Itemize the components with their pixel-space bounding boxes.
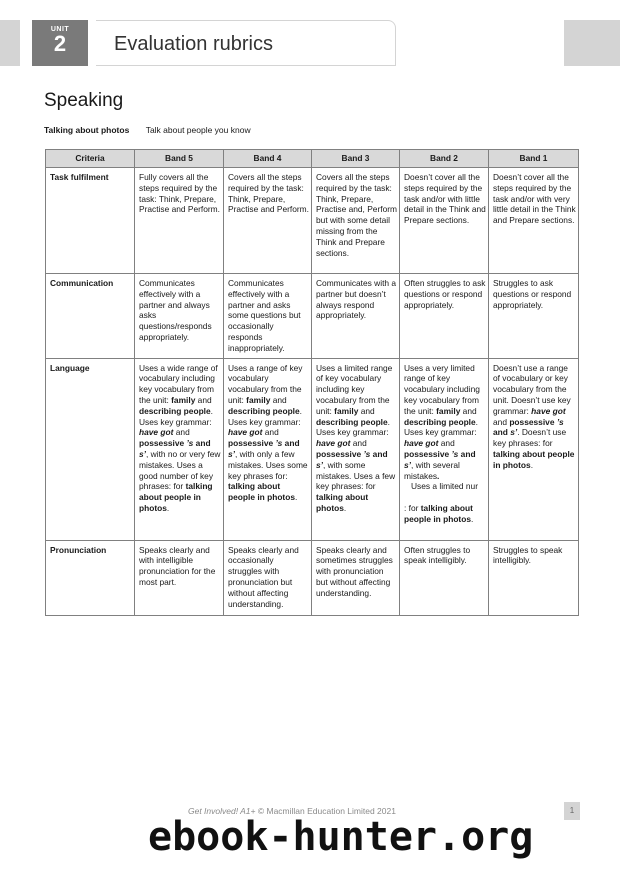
unit-badge <box>32 20 88 66</box>
band-cell: Speaks clearly and sometimes struggles with pronunciation but without affecting understanding. <box>312 540 400 615</box>
criteria-cell: Pronunciation <box>46 540 135 615</box>
criteria-cell: Language <box>46 358 135 540</box>
copyright-text: © Macmillan Education Limited 2021 <box>257 806 396 816</box>
column-header: Band 3 <box>312 150 400 168</box>
band-cell: Struggles to speak intelligibly. <box>489 540 579 615</box>
task-subtitle <box>44 125 251 135</box>
band-cell: Doesn’t cover all the steps required by the task and/or with little detail in the Think and Prepare sections. <box>400 168 489 274</box>
criteria-cell: Communication <box>46 274 135 359</box>
task-label: Talking about photos <box>44 125 130 135</box>
header-left-bar <box>0 20 20 66</box>
table-row <box>46 358 579 540</box>
column-header: Band 4 <box>224 150 312 168</box>
band-cell: Uses a limited range of key vocabulary including key vocabulary from the unit: family and describing people. Uses key grammar: have got and possessive ’s and s’, with some mistakes. Uses a few key phrases: for talking about photos. <box>312 358 400 540</box>
band-cell: Communicates effectively with a partner and asks some questions but occasionally responds inappropriately. <box>224 274 312 359</box>
page-number: 1 <box>564 802 580 820</box>
band-cell: Doesn’t cover all the steps required by the task and/or with very little detail in the Think and Prepare sections. <box>489 168 579 274</box>
band-cell: Covers all the steps required by the task: Think, Prepare, Practise and Perform. <box>224 168 312 274</box>
page-title: Evaluation rubrics <box>114 33 273 55</box>
band-cell: Speaks clearly and occasionally struggles with pronunciation but without affecting understanding. <box>224 540 312 615</box>
column-header: Band 5 <box>135 150 224 168</box>
band-cell: Often struggles to speak intelligibly. <box>400 540 489 615</box>
band-cell: Doesn’t use a range of vocabulary or key vocabulary from the unit. Doesn’t use key grammar: have got and possessive ’s and s’. Doesn’t use key phrases: for talking about people in photos. <box>489 358 579 540</box>
unit-label: UNIT <box>50 26 70 33</box>
table-header-row <box>46 150 579 168</box>
watermark-text: ebook-hunter.org <box>148 814 534 860</box>
section-title: Speaking <box>44 90 124 111</box>
header-right-bar <box>564 20 620 66</box>
column-header: Band 1 <box>489 150 579 168</box>
rubric-table <box>45 149 579 616</box>
table-row <box>46 168 579 274</box>
unit-number: 2 <box>53 31 67 56</box>
band-cell: Communicates effectively with a partner and always asks questions/responds appropriately. <box>135 274 224 359</box>
band-cell: Uses a range of key vocabulary vocabulary from the unit: family and describing people. Uses key grammar: have got and possessive ’s and s’, with only a few mistakes. Uses some key phrases for: talking about people in photos. <box>224 358 312 540</box>
column-header: Band 2 <box>400 150 489 168</box>
band-cell: Fully covers all the steps required by the task: Think, Prepare, Practise and Perform. <box>135 168 224 274</box>
table-row <box>46 540 579 615</box>
table-row <box>46 274 579 359</box>
band-cell: Communicates with a partner but doesn’t always respond appropriately. <box>312 274 400 359</box>
criteria-cell: Task fulfilment <box>46 168 135 274</box>
band-cell: Struggles to ask questions or respond appropriately. <box>489 274 579 359</box>
band-cell: Speaks clearly and with intelligible pronunciation for the most part. <box>135 540 224 615</box>
band-cell: Uses a wide range of vocabulary including key vocabulary from the unit: family and describing people. Uses key grammar: have got and possessive ’s and s’, with no or very few mistakes. Uses a good number of key phrases: for talking about people in photos. <box>135 358 224 540</box>
band-cell: Uses a very limited range of key vocabulary including key vocabulary from the unit: family and describing people. Uses key grammar: have got and possessive ’s and s’, with several mistakes. Uses a limited nur : for talking about people in photos. <box>400 358 489 540</box>
band-cell: Covers all the steps required by the task: Think, Prepare, Practise and, Perform but with some detail missing from the Think and Prepare sections. <box>312 168 400 274</box>
band-cell: Often struggles to ask questions or respond appropriately. <box>400 274 489 359</box>
header-title-box <box>96 20 396 66</box>
book-title: Get Involved! A1+ <box>188 806 256 816</box>
column-header: Criteria <box>46 150 135 168</box>
task-description: Talk about people you know <box>145 125 251 135</box>
